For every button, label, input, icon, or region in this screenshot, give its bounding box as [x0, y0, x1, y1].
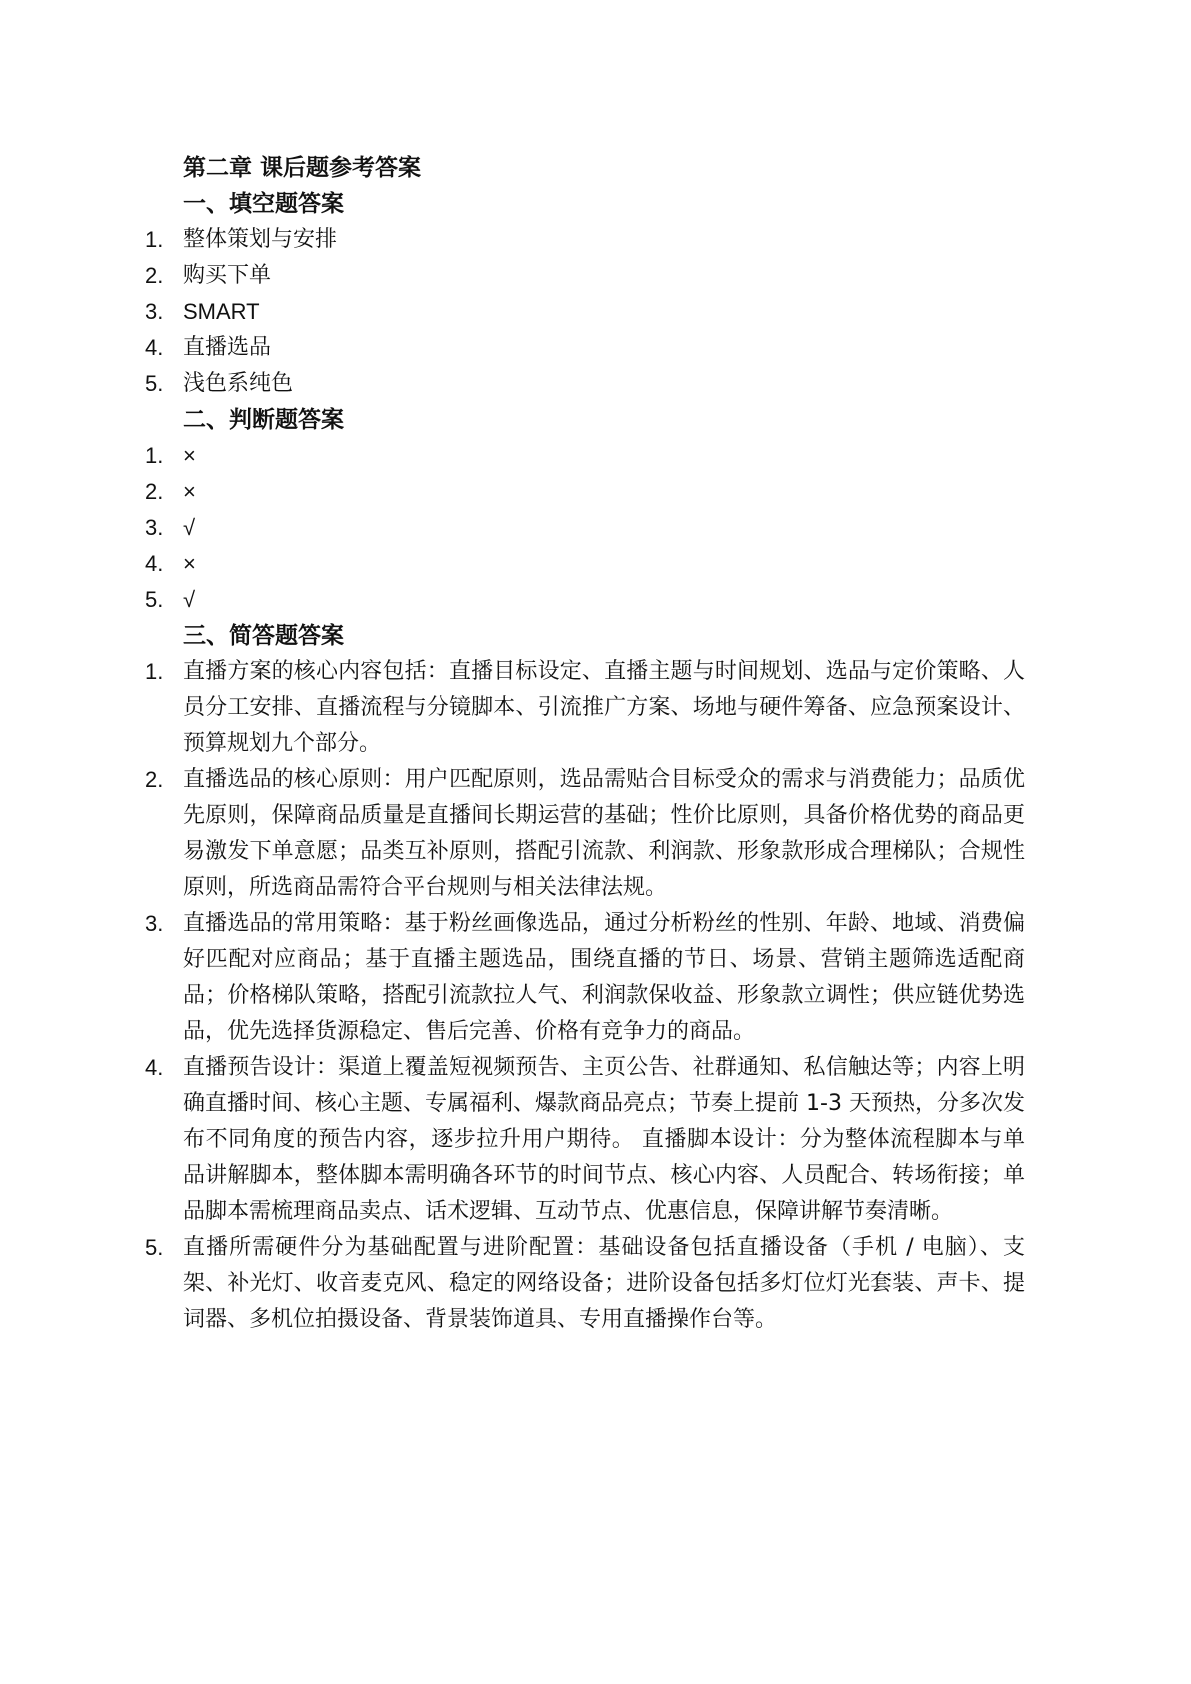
list-item	[145, 1230, 1025, 1338]
item-text: ×	[183, 551, 196, 576]
list-item	[145, 438, 1025, 474]
item-text: 直播选品	[183, 335, 272, 360]
item-text: 直播选品的常用策略：基于粉丝画像选品，通过分析粉丝的性别、年龄、地域、消费偏好匹配对应商品；基于直播主题选品，围绕直播的节日、场景、营销主题筛选适配商品；价格梯队策略，搭配引流款拉人气、利润款保收益、形象款立调性；供应链优势选品，优先选择货源稳定、售后完善、价格有竞争力的商品。	[183, 911, 1025, 1044]
item-number: 5.	[145, 371, 164, 396]
true-false-answer-list	[145, 438, 1025, 618]
item-text: 直播所需硬件分为基础配置与进阶配置：基础设备包括直播设备（手机 / 电脑）、支架、补光灯、收音麦克风、稳定的网络设备；进阶设备包括多灯位灯光套装、声卡、提词器、多机位拍摄设备、背景装饰道具、专用直播操作台等。	[183, 1235, 1025, 1332]
item-text: 购买下单	[183, 263, 272, 288]
list-item	[145, 366, 1025, 402]
list-item	[145, 582, 1025, 618]
item-text: √	[183, 515, 196, 540]
list-item	[145, 258, 1025, 294]
list-item	[145, 654, 1025, 762]
chapter-title: 第二章 课后题参考答案	[183, 155, 422, 181]
item-text: 整体策划与安排	[183, 227, 338, 252]
item-text: SMART	[183, 299, 260, 324]
fill-blank-answer-list	[145, 222, 1025, 402]
item-number: 5.	[145, 1235, 164, 1260]
item-number: 4.	[145, 551, 164, 576]
item-number: 4.	[145, 335, 164, 360]
list-item	[145, 906, 1025, 1050]
item-number: 5.	[145, 587, 164, 612]
list-item	[145, 546, 1025, 582]
list-item	[145, 222, 1025, 258]
item-number: 2.	[145, 263, 164, 288]
list-item	[145, 330, 1025, 366]
list-item	[145, 1050, 1025, 1230]
section-title-short-answer: 三、简答题答案	[183, 623, 344, 649]
list-item	[145, 474, 1025, 510]
item-text: 浅色系纯色	[183, 371, 294, 396]
item-text: 直播选品的核心原则：用户匹配原则，选品需贴合目标受众的需求与消费能力；品质优先原则，保障商品质量是直播间长期运营的基础；性价比原则，具备价格优势的商品更易激发下单意愿；品类互补原则，搭配引流款、利润款、形象款形成合理梯队；合规性原则，所选商品需符合平台规则与相关法律法规。	[183, 767, 1025, 900]
item-text: ×	[183, 479, 196, 504]
item-number: 2.	[145, 767, 164, 792]
list-item	[145, 762, 1025, 906]
item-number: 3.	[145, 911, 164, 936]
item-number: 1.	[145, 443, 164, 468]
item-text: ×	[183, 443, 196, 468]
item-number: 1.	[145, 227, 164, 252]
short-answer-list	[145, 654, 1025, 1338]
item-number: 4.	[145, 1055, 164, 1080]
item-text: 直播预告设计：渠道上覆盖短视频预告、主页公告、社群通知、私信触达等；内容上明确直播时间、核心主题、专属福利、爆款商品亮点；节奏上提前 1-3 天预热，分多次发布不同角度的预告内容，逐步拉升用户期待。 直播脚本设计：分为整体流程脚本与单品讲解脚本，整体脚本需明确各环节的时间节点、核心内容、人员配合、转场衔接；单品脚本需梳理商品卖点、话术逻辑、互动节点、优惠信息，保障讲解节奏清晰。	[183, 1055, 1025, 1224]
section-title-true-false: 二、判断题答案	[183, 407, 344, 433]
item-text: √	[183, 587, 196, 612]
item-number: 3.	[145, 515, 164, 540]
list-item	[145, 510, 1025, 546]
item-number: 3.	[145, 299, 164, 324]
list-item	[145, 294, 1025, 330]
document-content	[145, 150, 1025, 1338]
item-number: 2.	[145, 479, 164, 504]
item-number: 1.	[145, 659, 164, 684]
section-title-fill-blank: 一、填空题答案	[183, 191, 344, 217]
item-text: 直播方案的核心内容包括：直播目标设定、直播主题与时间规划、选品与定价策略、人员分工安排、直播流程与分镜脚本、引流推广方案、场地与硬件筹备、应急预案设计、预算规划九个部分。	[183, 659, 1025, 756]
